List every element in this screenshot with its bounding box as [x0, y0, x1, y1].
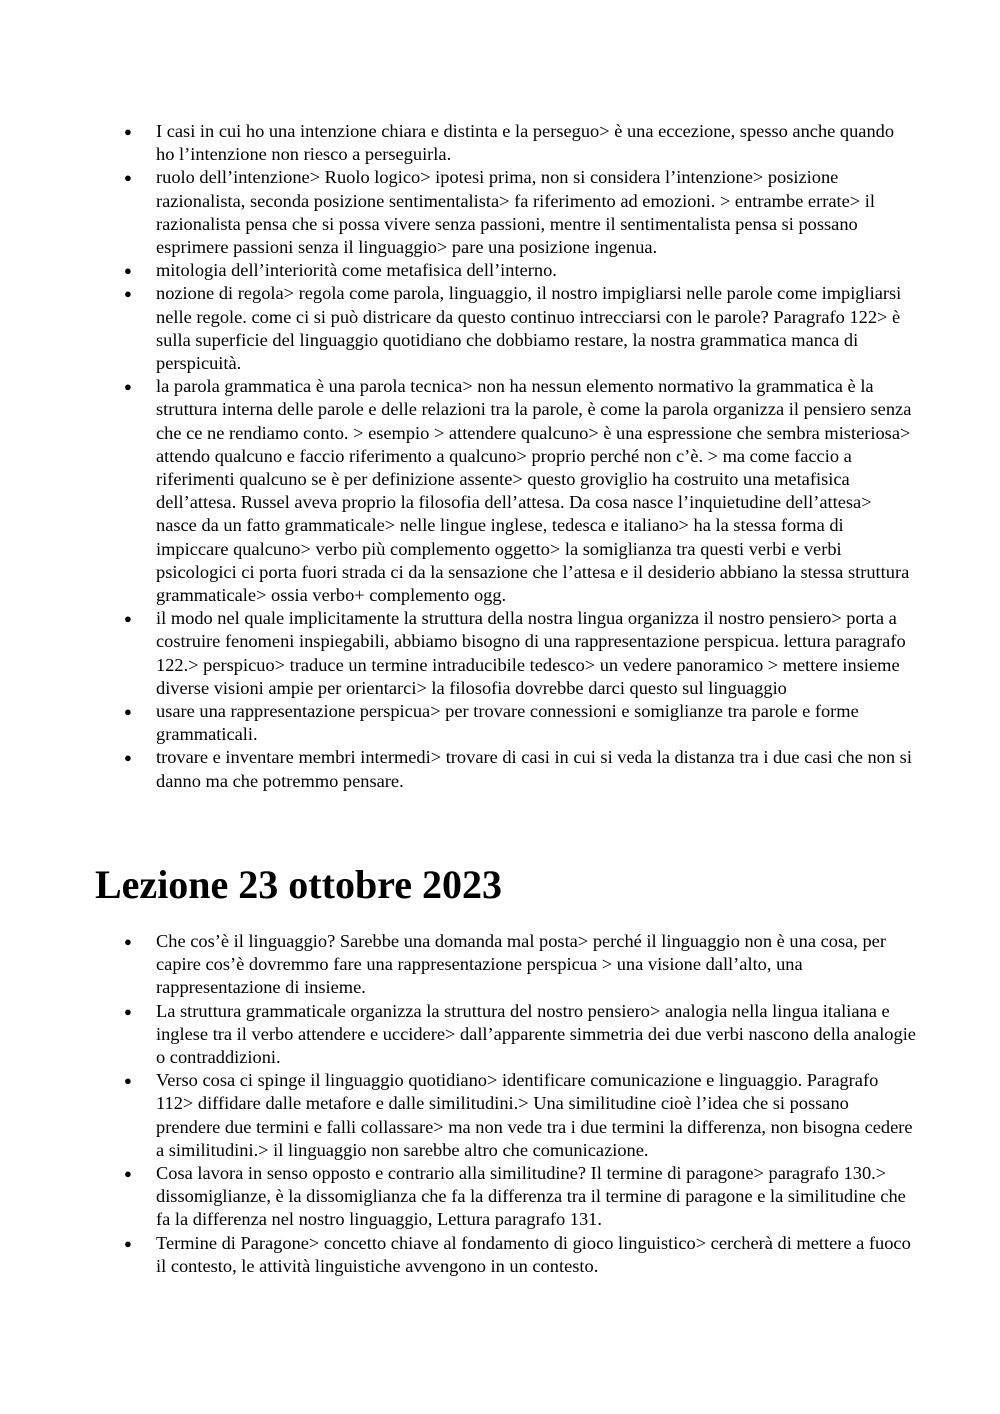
- bullet-icon: ●: [124, 611, 132, 627]
- bullet-icon: ●: [124, 124, 132, 139]
- bullet-icon: ●: [124, 263, 132, 279]
- list-item: [124, 930, 916, 1000]
- list-item: [124, 607, 916, 700]
- list-item: [124, 259, 916, 282]
- bullet-icon: ●: [124, 286, 132, 302]
- list-item: [124, 1069, 916, 1162]
- list-item-text: la parola grammatica è una parola tecnica> non ha nessun elemento normativo la grammatica è la struttura interna delle parole e delle relazioni tra la parole, è come la parola organizza il pensiero senza che ce ne rendiamo conto. > esempio > attendere qualcuno> è una espressione che sembra misteriosa> attendo qualcuno e faccio riferimento a qualcuno> proprio perché non c’è. > ma come faccio a riferimenti qualcuno se è per definizione assente> questo groviglio ha costruito una metafisica dell’attesa. Russel aveva proprio la filosofia dell’attesa. Da cosa nasce l’inquietudine dell’attesa> nasce da un fatto grammaticale> nelle lingue inglese, tedesca e italiano> ha la stessa forma di impiccare qualcuno> verbo più complemento oggetto> la somiglianza tra questi verbi e verbi psicologici ci porta fuori strada ci da la sensazione che l’attesa e il desiderio abbiano la stessa struttura grammaticale> ossia verbo+ complemento ogg.: [156, 376, 912, 606]
- bullet-icon: ●: [124, 1166, 132, 1182]
- bullet-icon: ●: [124, 750, 132, 766]
- list-item: [124, 700, 916, 746]
- section-heading: Lezione 23 ottobre 2023: [95, 862, 502, 907]
- bullet-icon: ●: [124, 1003, 132, 1019]
- list-item-text: Che cos’è il linguaggio? Sarebbe una domanda mal posta> perché il linguaggio non è una cosa, per capire cos’è dovremmo fare una rappresentazione perspicua > una visione dall’alto, una rappresentazione di insieme.: [156, 931, 886, 998]
- list-item-text: Cosa lavora in senso opposto e contrario alla similitudine? Il termine di paragone> paragrafo 130.> dissomiglianze, è la dissomiglianza che fa la differenza tra il termine di paragone e la similitudine che fa la differenza nel nostro linguaggio, Lettura paragrafo 131.: [156, 1163, 906, 1230]
- list-item: [124, 1000, 916, 1070]
- list-item-text: Verso cosa ci spinge il linguaggio quotidiano> identificare comunicazione e linguaggio. Paragrafo 112> diffidare dalle metafore e dalle similitudini.> Una similitudine cioè l’idea che si possano prendere due termini e falli collassare> ma non vede tra i due termini la differenza, non bisogna cedere a similitudini.> il linguaggio non sarebbe altro che comunicazione.: [156, 1070, 913, 1160]
- list-item-text: La struttura grammaticale organizza la struttura del nostro pensiero> analogia nella lingua italiana e inglese tra il verbo attendere e uccidere> dall’apparente simmetria dei due verbi nascono della analogie o contraddizioni.: [156, 1000, 916, 1068]
- list-item-text: trovare e inventare membri intermedi> trovare di casi in cui si veda la distanza tra i due casi che non si danno ma che potremmo pensare.: [156, 747, 912, 791]
- bullet-icon: ●: [124, 934, 132, 949]
- list-item: [124, 1232, 916, 1278]
- bullet-icon: ●: [124, 1073, 132, 1089]
- list-item-text: ruolo dell’intenzione> Ruolo logico> ipotesi prima, non si considera l’intenzione> posizione razionalista, seconda posizione sentimentalista> fa riferimento ad emozioni. > entrambe errate> il razionalista pensa che si possa vivere senza passioni, mentre il sentimentalista pensa si possano esprimere passioni senza il linguaggio> pare una posizione ingenua.: [156, 167, 875, 258]
- list-item: [124, 375, 916, 607]
- list-item-text: nozione di regola> regola come parola, linguaggio, il nostro impigliarsi nelle parole come impigliarsi nelle regole. come ci si può districare da questo continuo intrecciarsi con le parole? Paragrafo 122> è sulla superficie del linguaggio quotidiano che dobbiamo restare, la nostra grammatica manca di perspicuità.: [156, 283, 902, 374]
- list-item-text: I casi in cui ho una intenzione chiara e distinta e la perseguo> è una eccezione, spesso anche quando ho l’intenzione non riesco a perseguirla.: [156, 121, 895, 165]
- list-item-text: usare una rappresentazione perspicua> per trovare connessioni e somiglianze tra parole e forme grammaticali.: [156, 701, 859, 745]
- notes-list-top: [124, 120, 916, 793]
- notes-list-bottom: [124, 930, 916, 1278]
- bullet-icon: ●: [124, 379, 132, 395]
- list-item: [124, 120, 916, 166]
- bullet-icon: ●: [124, 170, 132, 186]
- list-item-text: mitologia dell’interiorità come metafisica dell’interno.: [156, 260, 557, 281]
- list-item: [124, 166, 916, 259]
- list-item-text: il modo nel quale implicitamente la struttura della nostra lingua organizza il nostro pensiero> porta a costruire fenomeni inspiegabili, abbiamo bisogno di una rappresentazione perspicua. lettura paragrafo 122.> perspicuo> traduce un termine intraducibile tedesco> un vedere panoramico > mettere insieme diverse visioni ampie per orientarci> la filosofia dovrebbe darci questo sul linguaggio: [156, 608, 906, 698]
- list-item-text: Termine di Paragone> concetto chiave al fondamento di gioco linguistico> cercherà di mettere a fuoco il contesto, le attività linguistiche avvengono in un contesto.: [156, 1232, 911, 1276]
- list-item: [124, 746, 916, 792]
- bullet-icon: ●: [124, 1235, 132, 1251]
- list-item: [124, 1162, 916, 1232]
- bullet-icon: ●: [124, 704, 132, 720]
- list-item: [124, 282, 916, 375]
